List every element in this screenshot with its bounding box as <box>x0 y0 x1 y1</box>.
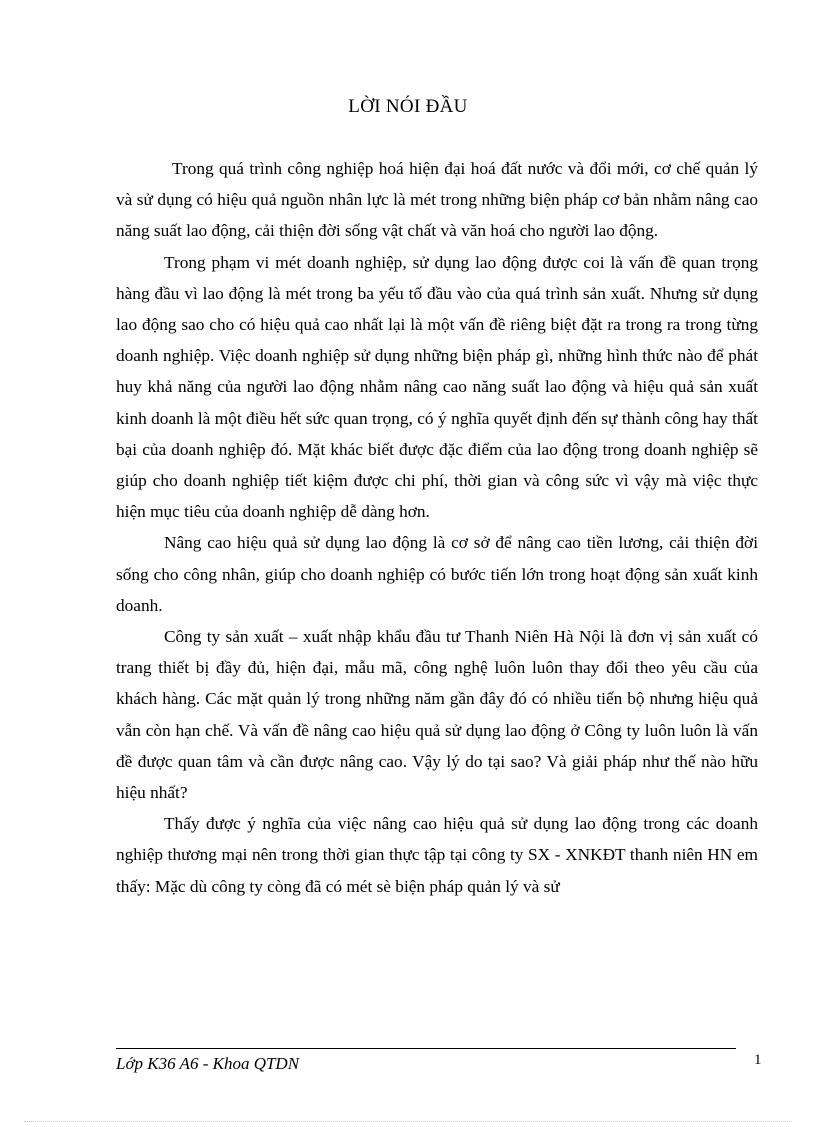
paragraph-5: Thấy được ý nghĩa của việc nâng cao hiệu quả sử dụng lao động trong các doanh nghiệp thương mại nên trong thời gian thực tập tại công ty SX - XNKĐT thanh niên HN em thấy: Mặc dù công ty còng đã có mét sè biện pháp quản lý và sử <box>116 814 758 896</box>
footer-divider <box>116 1048 736 1049</box>
footer-class-info: Lớp K36 A6 - Khoa QTDN <box>116 1054 300 1073</box>
page-bottom-edge <box>24 1121 792 1122</box>
paragraph-2: Trong phạm vi mét doanh nghiệp, sử dụng lao động được coi là vấn đề quan trọng hàng đầu vì lao động là mét trong ba yếu tố đầu vào của quá trình sản xuất. Nhưng sử dụng lao động sao cho có hiệu quả cao nhất lại là một vấn đề riêng biệt đặt ra trong ra trong từng doanh nghiệp. Việc doanh nghiệp sử dụng những biện pháp gì, những hình thức nào để phát huy khả năng của người lao động nhằm nâng cao năng suất lao động và hiệu quả sản xuất kinh doanh là một điều hết sức quan trọng, có ý nghĩa quyết định đến sự thành công hay thất bại của doanh nghiệp đó. Mặt khác biết được đặc điểm của lao động trong doanh nghiệp sẽ giúp cho doanh nghiệp tiết kiệm được chi phí, thời gian và công sức vì vậy mà việc thực hiện mục tiêu của doanh nghiệp dễ dàng hơn. <box>116 252 758 522</box>
document-body <box>116 153 758 902</box>
paragraph-1: Trong quá trình công nghiệp hoá hiện đại hoá đất nước và đổi mới, cơ chế quản lý và sử dụng có hiệu quả nguồn nhân lực là mét trong những biện pháp cơ bản nhằm nâng cao năng suất lao động, cải thiện đời sống vật chất và văn hoá cho người lao động. <box>116 159 758 241</box>
paragraph-3: Nâng cao hiệu quả sử dụng lao động là cơ sở để nâng cao tiền lương, cải thiện đời sống cho công nhân, giúp cho doanh nghiệp có bước tiến lớn trong hoạt động sản xuất kinh doanh. <box>116 533 758 615</box>
page-number: 1 <box>754 1052 762 1068</box>
page-title: LỜI NÓI ĐẦU <box>348 96 468 117</box>
paragraph-4: Công ty sản xuất – xuất nhập khẩu đầu tư Thanh Niên Hà Nội là đơn vị sản xuất có trang thiết bị đầy đủ, hiện đại, mẫu mã, công nghệ luôn luôn thay đổi theo yêu cầu của khách hàng. Các mặt quản lý trong những năm gần đây đó có nhiều tiến bộ nhưng hiệu quả vẫn còn hạn chế. Và vấn đề nâng cao hiệu quả sử dụng lao động ở Công ty luôn luôn là vấn đề được quan tâm và cần được nâng cao. Vậy lý do tại sao? Và giải pháp như thế nào hữu hiệu nhất? <box>116 627 758 803</box>
